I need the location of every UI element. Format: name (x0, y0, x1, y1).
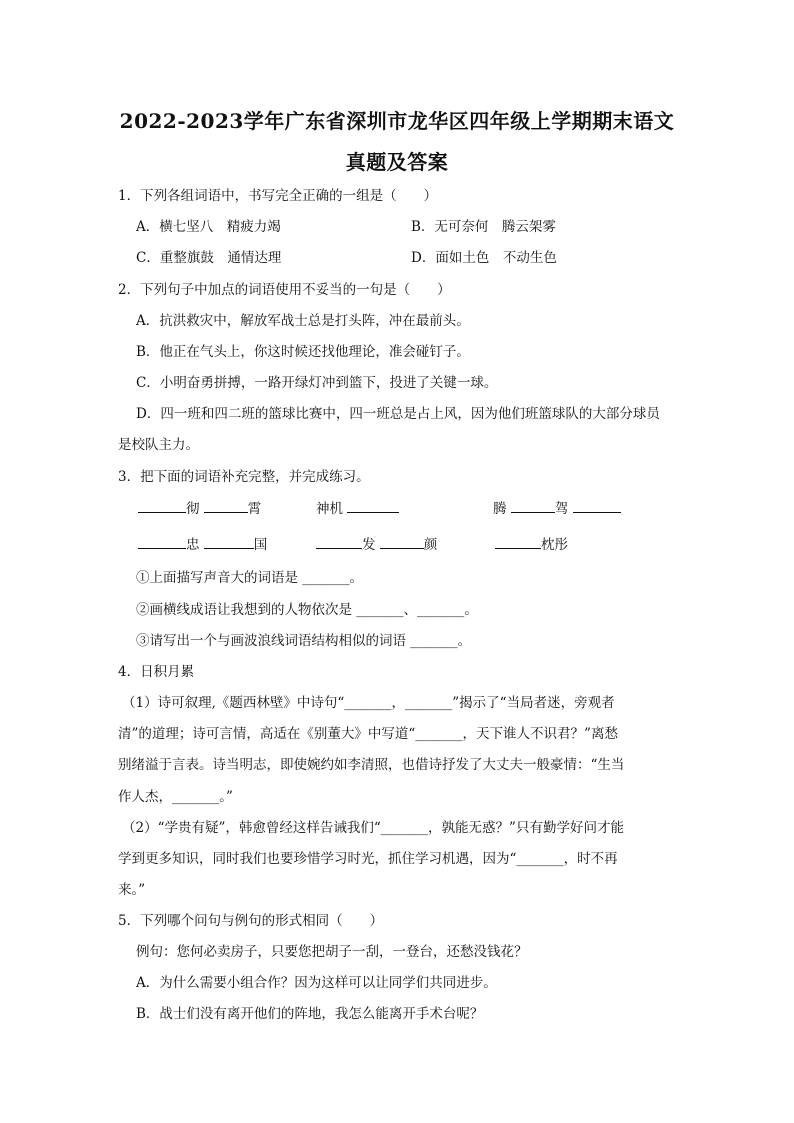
question-1-option-d: D．面如土色 不动生色 (411, 250, 557, 266)
question-2-option-d: D．四一班和四二班的篮球比赛中，四一班总是占上风，因为他们班篮球队的大部分球员 (136, 406, 660, 422)
question-3-sub-2: ②画横线成语让我想到的人物依次是 _______、_______。 (136, 602, 478, 618)
question-2-stem: 2．下列句子中加点的词语使用不妥当的一句是（ ） (118, 282, 451, 298)
question-5-stem: 5．下列哪个问句与例句的形式相同（ ） (118, 913, 384, 929)
question-1-stem: 1．下列各组词语中，书写完全正确的一组是（ ） (118, 188, 438, 204)
question-1-option-b: B．无可奈何 腾云架雾 (411, 219, 556, 235)
question-1-option-c: C．重整旗鼓 通情达理 (136, 250, 282, 266)
word-blank-3: 腾 驾 (493, 500, 621, 518)
word-blank-4: 忠 国 (138, 536, 267, 554)
question-4-part-2-line-2: 学到更多知识，同时我们也要珍惜学习时光，抓住学习机遇，因为“_______，时不再 (118, 851, 618, 867)
question-4-stem: 4．日积月累 (118, 664, 195, 680)
word-blank-6: 枕彤 (495, 536, 568, 554)
word-blank-2: 神机 (316, 500, 399, 518)
question-4-part-1-line-3: 别绪溢于言表。诗当明志，即使婉约如李清照，也借诗抒发了大丈夫一般豪情：“生当 (118, 757, 625, 773)
question-3-sub-1: ①上面描写声音大的词语是 _______。 (136, 570, 364, 586)
question-4-part-1-line-1: （1）诗可叙理,《题西林壁》中诗句“_______，_______”揭示了“当局者迷，旁观者 (122, 695, 615, 711)
question-2-option-a: A．抗洪救灾中，解放军战士总是打头阵，冲在最前头。 (136, 313, 470, 329)
question-5-option-b: B．战士们没有离开他们的阵地，我怎么能离开手术台呢？ (136, 1006, 484, 1022)
question-5-example: 例句：您何必卖房子，只要您把胡子一刮，一登台，还愁没钱花？ (136, 944, 528, 960)
question-2-option-d-continued: 是校队主力。 (118, 437, 199, 453)
word-blank-5: 发 颜 (316, 536, 437, 554)
question-4-part-1-line-4: 作人杰，_______。” (118, 789, 233, 805)
question-5-option-a: A．为什么需要小组合作？因为这样可以让同学们共同进步。 (136, 975, 497, 991)
question-4-part-2-line-3: 来。” (118, 882, 146, 898)
question-1-option-a: A．横七坚八 精疲力竭 (136, 219, 281, 235)
question-4-part-1-line-2: 清”的道理；诗可言情，高适在《别董大》中写道“_______，天下谁人不识君？”离愁 (118, 726, 618, 742)
question-2-option-b: B．他正在气头上，你这时候还找他理论，准会碰钉子。 (136, 344, 470, 360)
question-3-stem: 3．把下面的词语补充完整，并完成练习。 (118, 469, 370, 485)
page-title-line-1: 2022-2023学年广东省深圳市龙华区四年级上学期期末语文 (119, 109, 675, 133)
word-blank-1: 彻 霄 (138, 500, 261, 518)
question-4-part-2-line-1: （2）“学贵有疑”，韩愈曾经这样告诫我们“_______，孰能无惑？”只有勤学好问才能 (122, 820, 624, 836)
page-title-line-2: 真题及答案 (345, 150, 449, 174)
question-3-sub-3: ③请写出一个与画波浪线词语结构相似的词语 _______。 (136, 633, 472, 649)
question-2-option-c: C．小明奋勇拼搏，一路开绿灯冲到篮下，投进了关键一球。 (136, 375, 498, 391)
